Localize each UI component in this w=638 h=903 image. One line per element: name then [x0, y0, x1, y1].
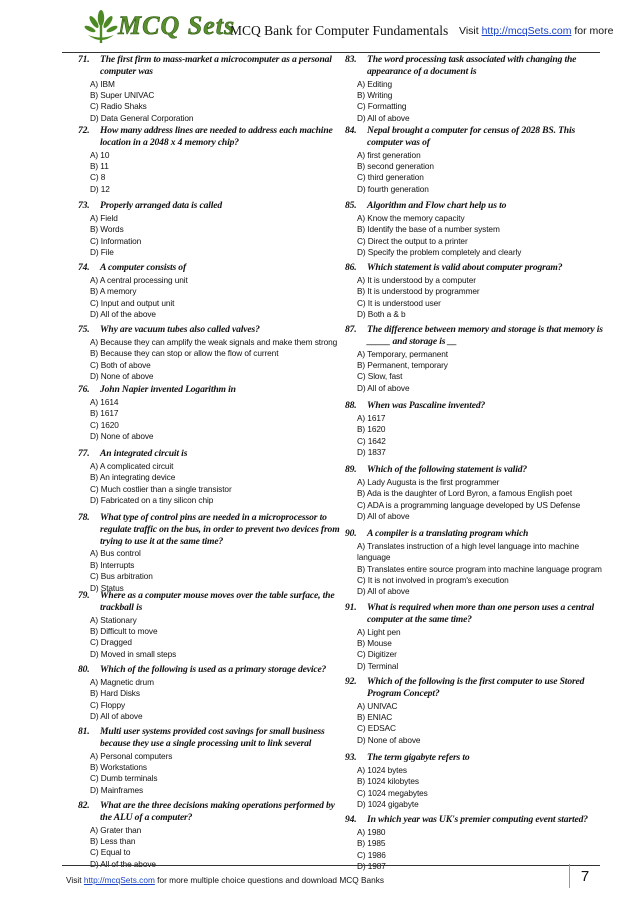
- answer-option: B) Permanent, temporary: [357, 360, 448, 370]
- question-block: [78, 384, 340, 442]
- question-text: The first firm to mass-market a microcomputer as a personal computer was: [100, 54, 332, 77]
- question-text: The word processing task associated with changing the appearance of a document is: [367, 54, 577, 77]
- question-line: [345, 54, 607, 78]
- question-text: A computer consists of: [100, 262, 186, 273]
- question-text: What is required when more than one person uses a central computer at the same time?: [367, 602, 595, 625]
- answer-option: A) A complicated circuit: [90, 460, 174, 471]
- answer-option: C) Both of above: [90, 359, 151, 370]
- question-block: [78, 324, 340, 382]
- question-text: Multi user systems provided cost savings for small business because they use a single processing unit to link several: [100, 726, 325, 749]
- answer-option: A) Temporary, permanent: [357, 348, 449, 359]
- page-number: 7: [569, 864, 600, 888]
- answer-option: A) Because they can amplify the weak signals and make them strong: [90, 336, 338, 347]
- question-number: 86.: [345, 262, 357, 273]
- option-list: [78, 461, 340, 507]
- answer-option: C) 1642: [357, 435, 386, 446]
- question-number: 84.: [345, 125, 357, 136]
- question-number: 75.: [78, 324, 90, 335]
- question-text: When was Pascaline invented?: [367, 400, 486, 411]
- answer-option: D) None of above: [90, 371, 154, 382]
- answer-option: D) All of above: [357, 586, 410, 597]
- question-line: [345, 602, 607, 626]
- answer-option: A) Stationary: [90, 614, 137, 625]
- question-block: [78, 262, 340, 320]
- answer-option: C) 1024 megabytes: [357, 787, 428, 798]
- option-list: [345, 627, 607, 673]
- answer-option: A) Translates instruction of a high level language into machine language: [357, 540, 579, 563]
- answer-option: C) Formatting: [357, 101, 407, 112]
- answer-option: C) 1620: [90, 419, 119, 430]
- question-text: Where as a computer mouse moves over the table surface, the trackball is: [100, 590, 335, 613]
- page-footer: [62, 865, 600, 892]
- footer-site-link[interactable]: http://mcqSets.com: [83, 875, 155, 885]
- question-number: 94.: [345, 814, 357, 825]
- question-line: [78, 54, 340, 78]
- question-text: Which of the following statement is valid?: [367, 464, 528, 475]
- answer-option: A) 1614: [90, 396, 119, 407]
- answer-option: C) Information: [90, 235, 142, 246]
- question-text: How many address lines are needed to address each machine location in a 2048 x 4 memory chip?: [100, 125, 333, 148]
- question-number: 93.: [345, 752, 357, 763]
- option-list: [345, 477, 607, 523]
- page-header: [62, 4, 614, 53]
- answer-option: A) Editing: [357, 78, 392, 89]
- answer-option: B) 11: [90, 161, 109, 171]
- question-block: [78, 800, 340, 870]
- option-list: [78, 275, 340, 321]
- answer-option: B) Translates entire source program into machine language program: [357, 563, 602, 574]
- answer-option: D) All of above: [90, 711, 143, 722]
- answer-option: A) Magnetic drum: [90, 676, 154, 687]
- answer-option: B) 1024 kilobytes: [357, 776, 419, 787]
- answer-option: B) Because they can stop or allow the flow of current: [90, 348, 279, 359]
- question-text: Algorithm and Flow chart help us to: [367, 200, 507, 211]
- question-line: [345, 676, 607, 700]
- question-text: A compiler is a translating program which: [367, 528, 529, 539]
- question-line: [78, 262, 340, 274]
- answer-option: B) Workstations: [90, 762, 147, 772]
- question-line: [345, 464, 607, 476]
- question-text: The difference between memory and storage is that memory is _____ and storage is __: [367, 324, 603, 347]
- question-text: The term gigabyte refers to: [367, 752, 470, 763]
- option-list: [78, 213, 340, 259]
- answer-option: D) None of above: [357, 734, 421, 745]
- answer-option: B) Super UNIVAC: [90, 90, 155, 100]
- answer-option: B) 1985: [357, 838, 386, 849]
- question-block: [78, 448, 340, 506]
- question-text: In which year was UK's premier computing event started?: [367, 814, 588, 825]
- question-line: [345, 125, 607, 149]
- question-text: Which statement is valid about computer program?: [367, 262, 563, 273]
- answer-option: D) File: [90, 247, 114, 258]
- option-list: [345, 701, 607, 747]
- option-list: [78, 677, 340, 723]
- answer-option: B) It is understood by programmer: [357, 286, 480, 297]
- answer-option: C) Much costlier than a single transistor: [90, 483, 232, 494]
- question-block: [345, 752, 607, 810]
- answer-option: A) 1980: [357, 826, 386, 837]
- question-line: [345, 752, 607, 764]
- question-text: Which of the following is the first computer to use Stored Program Concept?: [367, 676, 585, 699]
- question-text: What type of control pins are needed in a microprocessor to regulate traffic on the bus, in order to prevent two devices from trying to use it at the same time?: [100, 512, 340, 547]
- question-block: [345, 400, 607, 458]
- answer-option: C) 1986: [357, 849, 386, 860]
- answer-option: D) All of above: [357, 382, 410, 393]
- answer-option: D) Terminal: [357, 660, 399, 671]
- answer-option: A) It is understood by a computer: [357, 274, 476, 285]
- answer-option: B) A memory: [90, 286, 137, 297]
- footer-visit-suffix: for more multiple choice questions and download MCQ Banks: [157, 875, 385, 885]
- question-line: [78, 448, 340, 460]
- answer-option: A) Grater than: [90, 824, 142, 835]
- question-number: 80.: [78, 664, 90, 675]
- question-block: [78, 726, 340, 796]
- answer-option: A) UNIVAC: [357, 700, 398, 711]
- question-line: [78, 384, 340, 396]
- sets-logo-icon: [84, 9, 118, 47]
- question-line: [78, 800, 340, 824]
- question-text: John Napier invented Logarithm in: [100, 384, 236, 395]
- question-line: [78, 200, 340, 212]
- answer-option: B) 1620: [357, 424, 386, 435]
- option-list: [345, 275, 607, 321]
- header-site-link[interactable]: http://mcqSets.com: [481, 25, 572, 37]
- question-block: [78, 125, 340, 195]
- answer-option: A) Lady Augusta is the first programmer: [357, 476, 500, 487]
- question-line: [345, 814, 607, 826]
- question-number: 85.: [345, 200, 357, 211]
- answer-option: C) It is not involved in program's execution: [357, 575, 509, 586]
- answer-option: B) Ada is the daughter of Lord Byron, a famous English poet: [357, 488, 573, 499]
- question-line: [345, 262, 607, 274]
- answer-option: C) Floppy: [90, 699, 126, 710]
- answer-option: C) Dumb terminals: [90, 773, 158, 784]
- question-block: [345, 125, 607, 195]
- answer-option: B) Less than: [90, 836, 136, 846]
- answer-option: A) 1617: [357, 412, 386, 423]
- question-text: What are the three decisions making operations performed by the ALU of a computer?: [100, 800, 335, 823]
- header-title: MCQ Bank for Computer Fundamentals: [230, 23, 449, 38]
- answer-option: D) Status: [90, 582, 124, 593]
- answer-option: D) Specify the problem completely and clearly: [357, 247, 522, 258]
- question-line: [345, 528, 607, 540]
- answer-option: D) 12: [90, 183, 110, 194]
- question-block: [345, 262, 607, 320]
- question-block: [345, 200, 607, 258]
- option-list: [345, 541, 607, 598]
- answer-option: A) Light pen: [357, 626, 401, 637]
- answer-option: A) A central processing unit: [90, 274, 188, 285]
- question-block: [345, 528, 607, 598]
- question-text: Nepal brought a computer for census of 2028 BS. This computer was of: [367, 125, 576, 148]
- answer-option: D) All of above: [357, 511, 410, 522]
- answer-option: A) Field: [90, 212, 118, 223]
- question-line: [78, 512, 340, 547]
- answer-option: C) Input and output unit: [90, 297, 175, 308]
- question-block: [345, 464, 607, 522]
- answer-option: B) Identify the base of a number system: [357, 224, 500, 235]
- question-block: [78, 54, 340, 124]
- question-number: 91.: [345, 602, 357, 613]
- footer-text: [66, 875, 384, 885]
- question-block: [345, 54, 607, 124]
- question-number: 89.: [345, 464, 357, 475]
- question-block: [78, 512, 340, 594]
- question-text: Why are vacuum tubes also called valves?: [100, 324, 260, 335]
- question-number: 92.: [345, 676, 357, 687]
- question-number: 87.: [345, 324, 357, 335]
- footer-visit-prefix: Visit: [66, 875, 82, 885]
- question-line: [345, 400, 607, 412]
- brand-logotype: MCQ Sets: [118, 11, 236, 40]
- question-number: 74.: [78, 262, 90, 273]
- answer-option: D) Moved in small steps: [90, 648, 177, 659]
- answer-option: C) Direct the output to a printer: [357, 235, 468, 246]
- answer-option: B) Interrupts: [90, 559, 135, 570]
- answer-option: C) Slow, fast: [357, 371, 403, 382]
- question-block: [78, 200, 340, 258]
- answer-option: C) Dragged: [90, 637, 132, 648]
- question-number: 78.: [78, 512, 90, 523]
- option-list: [78, 79, 340, 125]
- question-number: 81.: [78, 726, 90, 737]
- option-list: [78, 397, 340, 443]
- header-visit: [459, 25, 613, 37]
- answer-option: B) Writing: [357, 90, 393, 100]
- option-list: [345, 349, 607, 395]
- answer-option: D) 1024 gigabyte: [357, 799, 419, 810]
- answer-option: D) None of above: [90, 431, 154, 442]
- answer-option: D) Fabricated on a tiny silicon chip: [90, 495, 214, 506]
- answer-option: D) All of the above: [90, 858, 156, 869]
- answer-option: D) fourth generation: [357, 183, 429, 194]
- question-number: 72.: [78, 125, 90, 136]
- option-list: [345, 79, 607, 125]
- option-list: [345, 413, 607, 459]
- answer-option: A) Bus control: [90, 548, 141, 559]
- option-list: [345, 213, 607, 259]
- question-text: An integrated circuit is: [100, 448, 188, 459]
- question-line: [78, 726, 340, 750]
- question-block: [345, 814, 607, 872]
- answer-option: D) All of the above: [90, 309, 156, 320]
- answer-option: A) IBM: [90, 78, 115, 89]
- option-list: [78, 150, 340, 196]
- option-list: [345, 150, 607, 196]
- answer-option: D) Both a & b: [357, 309, 406, 320]
- answer-option: B) Difficult to move: [90, 626, 158, 636]
- question-block: [78, 664, 340, 722]
- answer-option: D) 1987: [357, 861, 386, 872]
- option-list: [78, 337, 340, 383]
- question-block: [345, 676, 607, 746]
- answer-option: A) 1024 bytes: [357, 764, 407, 775]
- answer-option: A) first generation: [357, 149, 421, 160]
- option-list: [78, 548, 340, 594]
- answer-option: C) EDSAC: [357, 723, 396, 734]
- header-visit-suffix: for more: [574, 25, 614, 37]
- question-number: 79.: [78, 590, 90, 601]
- answer-option: C) third generation: [357, 172, 424, 183]
- header-visit-prefix: Visit: [459, 25, 479, 37]
- answer-option: B) Mouse: [357, 638, 392, 648]
- option-list: [345, 765, 607, 811]
- question-number: 76.: [78, 384, 90, 395]
- answer-option: D) All of above: [357, 112, 410, 123]
- question-line: [78, 324, 340, 336]
- answer-option: A) 10: [90, 149, 110, 160]
- answer-option: A) Know the memory capacity: [357, 212, 465, 223]
- question-number: 90.: [345, 528, 357, 539]
- question-block: [345, 324, 607, 394]
- answer-option: B) ENIAC: [357, 712, 393, 722]
- answer-option: C) Equal to: [90, 847, 131, 858]
- answer-option: B) 1617: [90, 408, 119, 419]
- question-text: Which of the following is used as a primary storage device?: [100, 664, 327, 675]
- question-number: 73.: [78, 200, 90, 211]
- question-line: [78, 664, 340, 676]
- answer-option: B) second generation: [357, 161, 434, 171]
- question-number: 77.: [78, 448, 90, 459]
- answer-option: C) Radio Shaks: [90, 101, 147, 112]
- question-number: 88.: [345, 400, 357, 411]
- question-text: Properly arranged data is called: [100, 200, 223, 211]
- answer-option: D) Mainframes: [90, 784, 144, 795]
- answer-option: D) 1837: [357, 447, 386, 458]
- question-block: [345, 602, 607, 672]
- question-number: 83.: [345, 54, 357, 65]
- answer-option: C) Bus arbitration: [90, 571, 153, 582]
- answer-option: C) 8: [90, 172, 106, 183]
- option-list: [78, 615, 340, 661]
- answer-option: C) ADA is a programming language developed by US Defense: [357, 499, 581, 510]
- answer-option: A) Personal computers: [90, 750, 173, 761]
- answer-option: C) Digitizer: [357, 649, 397, 660]
- question-line: [345, 324, 607, 348]
- answer-option: B) Words: [90, 224, 124, 235]
- question-line: [78, 125, 340, 149]
- question-block: [78, 590, 340, 660]
- answer-option: B) Hard Disks: [90, 688, 140, 699]
- option-list: [78, 825, 340, 871]
- question-line: [345, 200, 607, 212]
- answer-option: D) Data General Corporation: [90, 112, 194, 123]
- question-line: [78, 590, 340, 614]
- answer-option: B) An integrating device: [90, 472, 176, 483]
- question-number: 71.: [78, 54, 90, 65]
- question-number: 82.: [78, 800, 90, 811]
- answer-option: C) It is understood user: [357, 297, 441, 308]
- option-list: [78, 751, 340, 797]
